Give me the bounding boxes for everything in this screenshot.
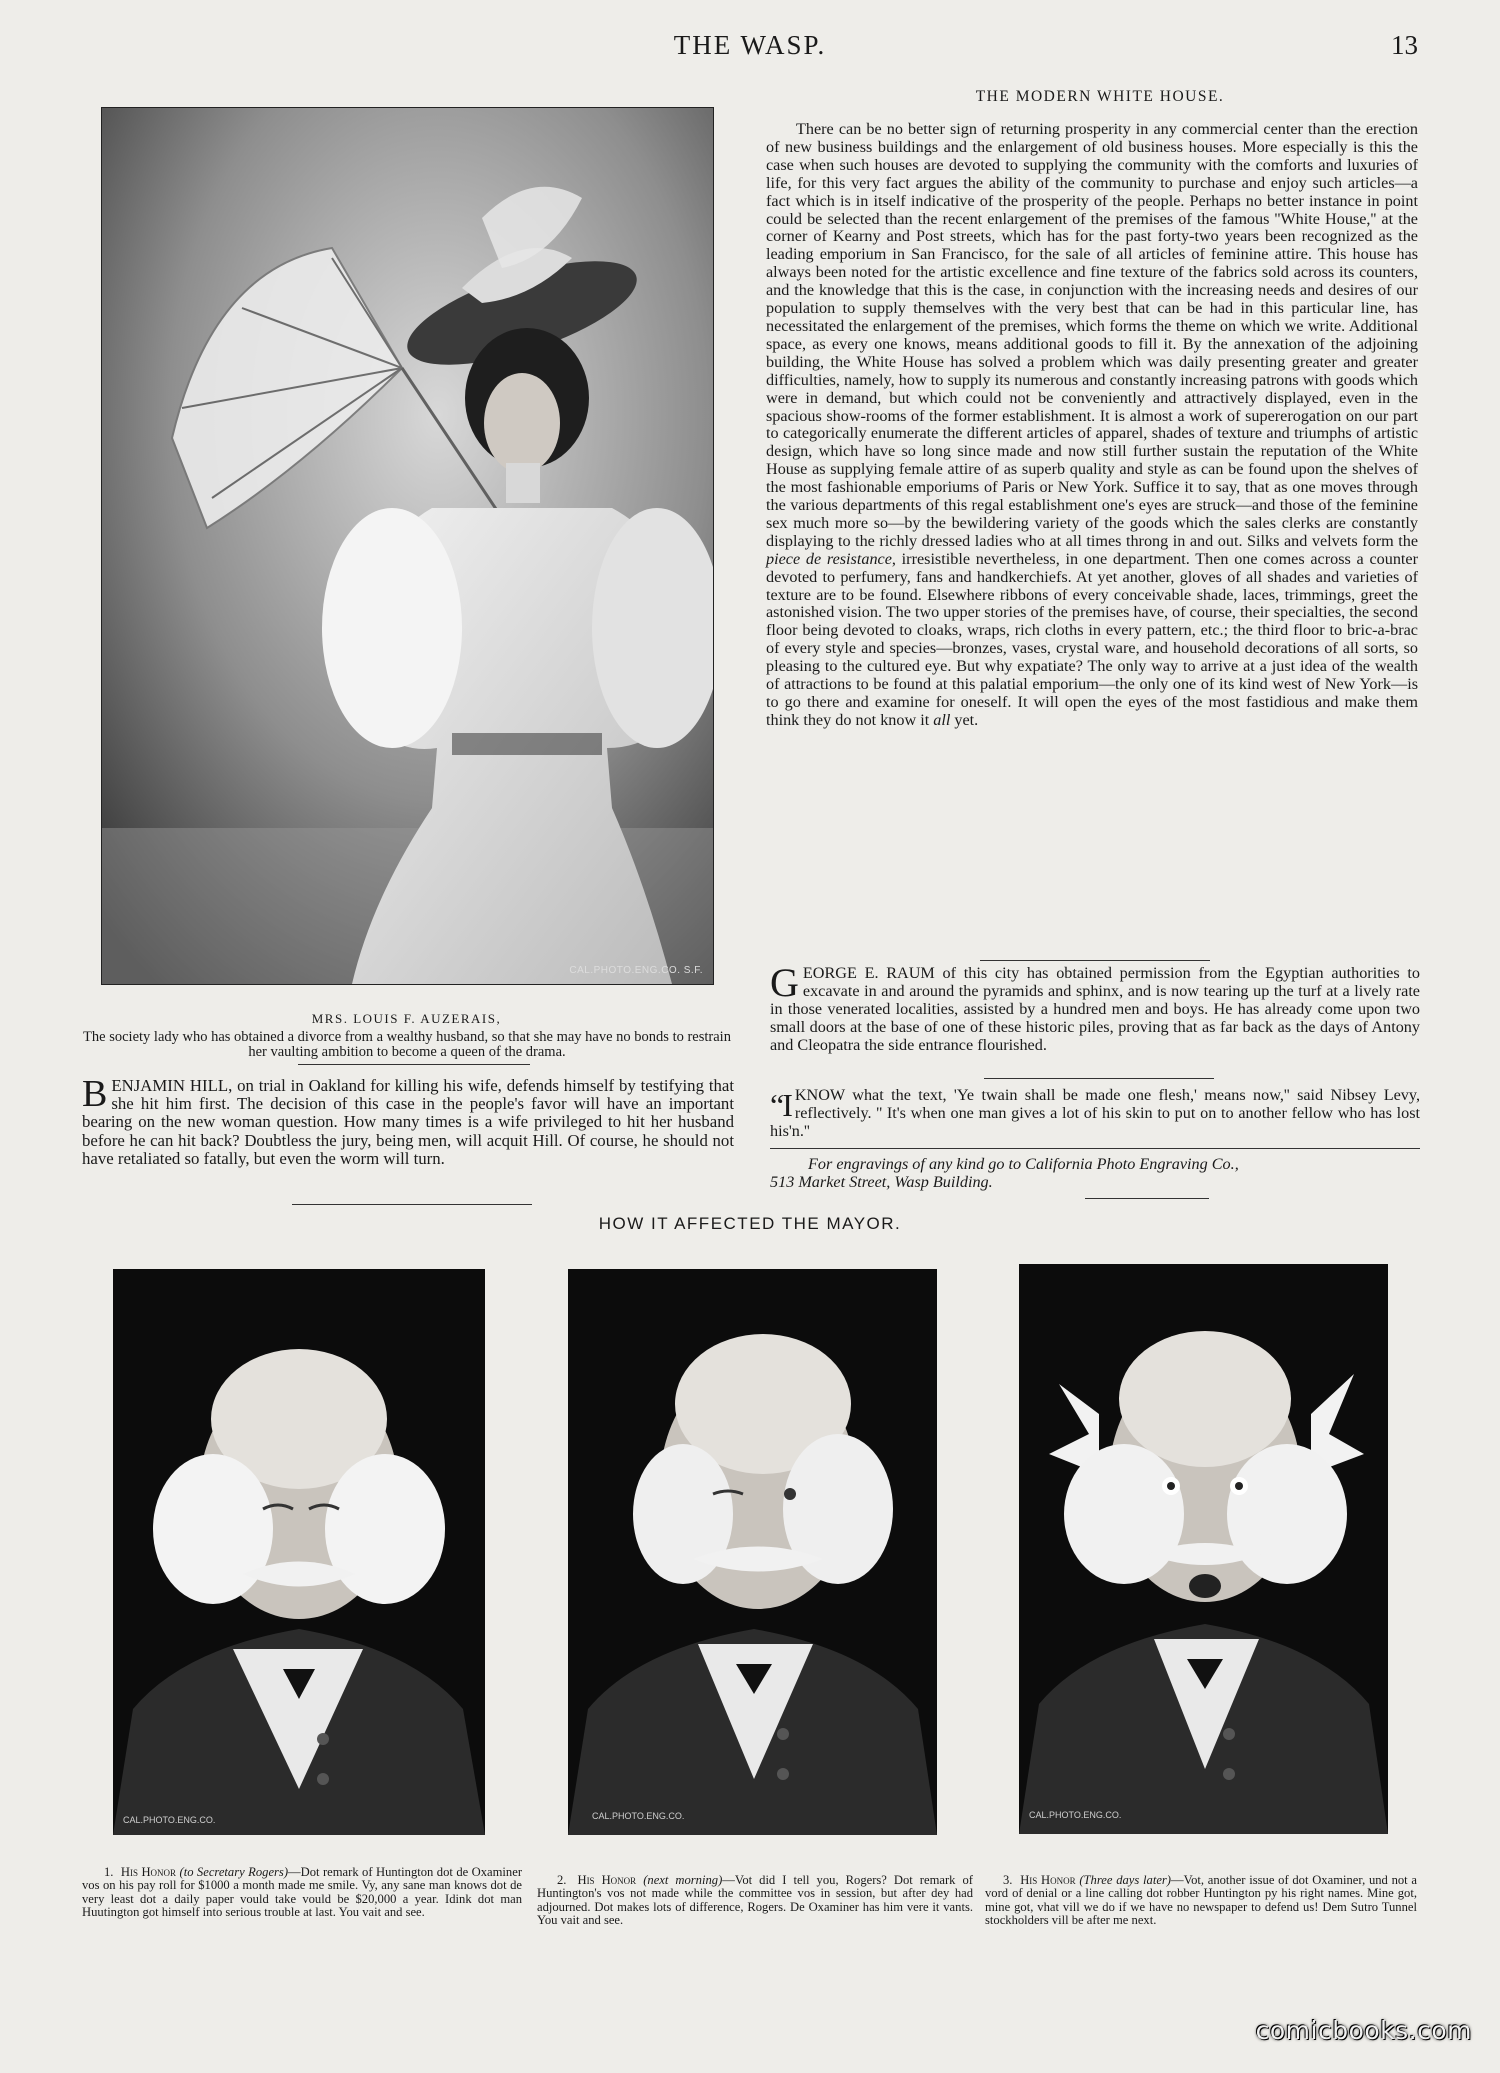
mayor-photo-2 xyxy=(568,1269,937,1835)
body-italic: all xyxy=(933,710,951,729)
levy-paragraph xyxy=(770,1087,1420,1141)
caption-lead: His Honor xyxy=(1020,1873,1076,1887)
caption-lead: His Honor xyxy=(120,1865,177,1879)
levy-text: KNOW what the text, 'Ye twain shall be made one flesh,' means now,'' said Nibsey Levy, reflectively. '' It's when one man gives a lot of his skin to put on to another fellow who has lost his'n.'' xyxy=(770,1086,1420,1140)
caption-italic: (next morning) xyxy=(643,1873,723,1887)
divider xyxy=(980,960,1210,961)
ad-line-2: 513 Market Street, Wasp Building. xyxy=(770,1173,993,1191)
body-italic: piece de resistance xyxy=(766,549,892,568)
mayor-photo-3 xyxy=(1019,1264,1388,1834)
mayor-caption-1 xyxy=(82,1866,522,1920)
portrait-image xyxy=(102,108,713,984)
page-number: 13 xyxy=(1391,30,1418,60)
article-heading: THE MODERN WHITE HOUSE. xyxy=(975,88,1225,105)
divider xyxy=(770,1148,1420,1149)
masthead xyxy=(0,30,1500,70)
mayor-image-shocked xyxy=(1019,1264,1388,1834)
divider xyxy=(984,1078,1214,1079)
caption-text: —Vot did I tell you, Rogers? Dot remark of Huntington's vos not made while the committee vos in session, but after dey had adjourned. Dot makes lots of difference, Rogers. De Oxaminer has him vere it vants. You vait and see. xyxy=(537,1873,973,1928)
caption-number: 2. xyxy=(557,1873,567,1887)
divider xyxy=(292,1204,532,1205)
mayor-photo-1 xyxy=(113,1269,485,1835)
site-watermark: comicbooks.com xyxy=(1255,2016,1472,2045)
raum-paragraph xyxy=(770,960,1420,1055)
caption-number: 1. xyxy=(104,1865,114,1879)
divider xyxy=(298,1064,530,1065)
caption-italic: (to Secretary Rogers) xyxy=(179,1865,289,1879)
dropcap: B xyxy=(82,1073,108,1115)
portrait-caption-name: MRS. LOUIS F. AUZERAIS, xyxy=(311,1011,502,1026)
caption-text: —Dot remark of Huntington dot de Oxaminer vos on his pay roll for $1000 a month made me smile. Vy, any sane man knows dot de very least dot a daily paper vould take vould be $20,000 a year. Idink dot man Huutington got himself into serious trouble at last. You vait and see. xyxy=(82,1865,523,1920)
mayor-caption-2 xyxy=(537,1874,973,1928)
caption-italic: (Three days later) xyxy=(1079,1873,1171,1887)
white-house-article xyxy=(766,121,1418,730)
photo-credit: CAL.PHOTO.ENG.CO. xyxy=(123,1815,216,1825)
body-text-part: yet. xyxy=(950,710,979,729)
newspaper-title: THE WASP. xyxy=(673,30,827,60)
caption-lead: His Honor xyxy=(577,1873,637,1887)
mayor-heading: HOW IT AFFECTED THE MAYOR. xyxy=(598,1214,902,1233)
mayor-image-smiling xyxy=(113,1269,485,1835)
engraving-ad xyxy=(770,1155,1430,1191)
photo-credit: CAL.PHOTO.ENG.CO. xyxy=(592,1811,685,1821)
photo-credit: CAL.PHOTO.ENG.CO. S.F. xyxy=(569,965,703,976)
dropcap: “I xyxy=(770,1087,791,1123)
benjamin-hill-text: ENJAMIN HILL, on trial in Oakland for killing his wife, defends himself by testifying that she hit him first. The decision of this case in the people's favor will have an important bearing on the new woman question. How many times is a wife privileged to hit her husband before he can hit back? Doubtless the jury, being men, will acquit Hill. Of course, he should not have retaliated so fatally, but even the worm will turn. xyxy=(82,1076,734,1168)
mayor-caption-3 xyxy=(985,1874,1417,1928)
raum-text: EORGE E. RAUM of this city has obtained permission from the Egyptian authorities to excavate in and around the pyramids and sphinx, and is now tearing up the turf at a lively rate in those venerated localities, assisted by a hundred men and boys. He has already come upon two small doors at the base of one of these historic piles, proving that as far back as the days of Antony and Cleopatra the side entrance flourished. xyxy=(770,964,1420,1054)
portrait-caption-text: The society lady who has obtained a divorce from a wealthy husband, so that she may have no bonds to restrain her vaulting ambition to become a queen of the drama. xyxy=(83,1029,731,1060)
body-text-part: There can be no better sign of returning prosperity in any commercial center than the erection of new business buildings and the enlargement of old business houses. More especially is this the case when such houses are devoted to supplying the community with the comforts and luxuries of life, for this very fact argues the ability of the community to purchase and enjoy such articles—a fact which is in itself indicative of the prosperity of the people. Perhaps no better instance in point could be selected than the recent enlargement of the premises of the famous ''White House,'' at the corner of Kearny and Post streets, which has for the past forty-two years been recognized as the leading emporium in San Francisco, for the sale of all articles of feminine attire. This house has always been noted for the artistic excellence and fine texture of the fabrics sold across its counters, and the knowledge that this is the case, in conjunction with the increasing needs and desires of our population to supply themselves with the very best that can be had in this particular line, has necessitated the enlargement of the premises, which forms the theme on which we write. Additional space, as every one knows, means additional goods to fill it. By the annexation of the adjoining building, the White House has solved a problem which was daily presenting greater and greater difficulties, namely, how to supply its numerous and constantly increasing patrons with goods which were in demand, but which could not be conveniently and attractively displayed, even in the spacious show-rooms of the former establishment. It is almost a work of supererogation on our part to categorically enumerate the different articles of apparel, shades of texture and triumphs of artistic design, which have so long since made and now still further sustain the reputation of the White House as supplying female attire of as superb quality and style as can be found upon the shelves of the most fashionable emporiums of Paris or New York. Suffice it to say, that as one moves through the various departments of this regal establishment one's eyes are struck—and those of the feminine sex much more so—by the bewildering variety of the goods which the sales clerks are constantly displaying to the richly dressed ladies who at all times throng in and out. Silks and velvets form the xyxy=(766,120,1418,550)
white-house-body xyxy=(766,121,1418,730)
dropcap: G xyxy=(770,960,799,1005)
caption-text: —Vot, another issue of dot Oxaminer, und not a vord of denial or a line calling dot robber Huntington py his right names. Mine got, mine got, vhat vill we do if we have no newspaper to defend us! Dem Sutro Tunnel stockholders vill be after me next. xyxy=(985,1873,1417,1928)
benjamin-hill-paragraph xyxy=(82,1073,734,1168)
portrait-photo xyxy=(101,107,714,985)
photo-credit: CAL.PHOTO.ENG.CO. xyxy=(1029,1810,1122,1820)
body-text-part: , irresistible nevertheless, in one department. Then one comes across a counter devoted to perfumery, fans and handkerchiefs. At yet another, gloves of all shades and varieties of texture are to be found. Elsewhere ribbons of every conceivable shade, laces, trimmings, greet the astonished vision. The two upper stories of the premises have, of course, their specialties, the second floor being devoted to cloaks, wraps, rich cloths in every pattern, etc.; the third floor to bric-a-brac of every style and species—bronzes, vases, crystal ware, and household decorations of all sorts, so pleasing to the cultured eye. But why expatiate? The only way to arrive at a just idea of the wealth of attractions to be found at this palatial emporium—the only one of its kind west of New York—is to go there and examine for oneself. It will open the eyes of the most fastidious and make them think they do not know it xyxy=(766,549,1418,729)
ad-line-1: For engravings of any kind go to California Photo Engraving Co., xyxy=(808,1155,1239,1173)
divider xyxy=(1085,1198,1209,1199)
mayor-image-winking xyxy=(568,1269,937,1835)
caption-number: 3. xyxy=(1003,1873,1013,1887)
